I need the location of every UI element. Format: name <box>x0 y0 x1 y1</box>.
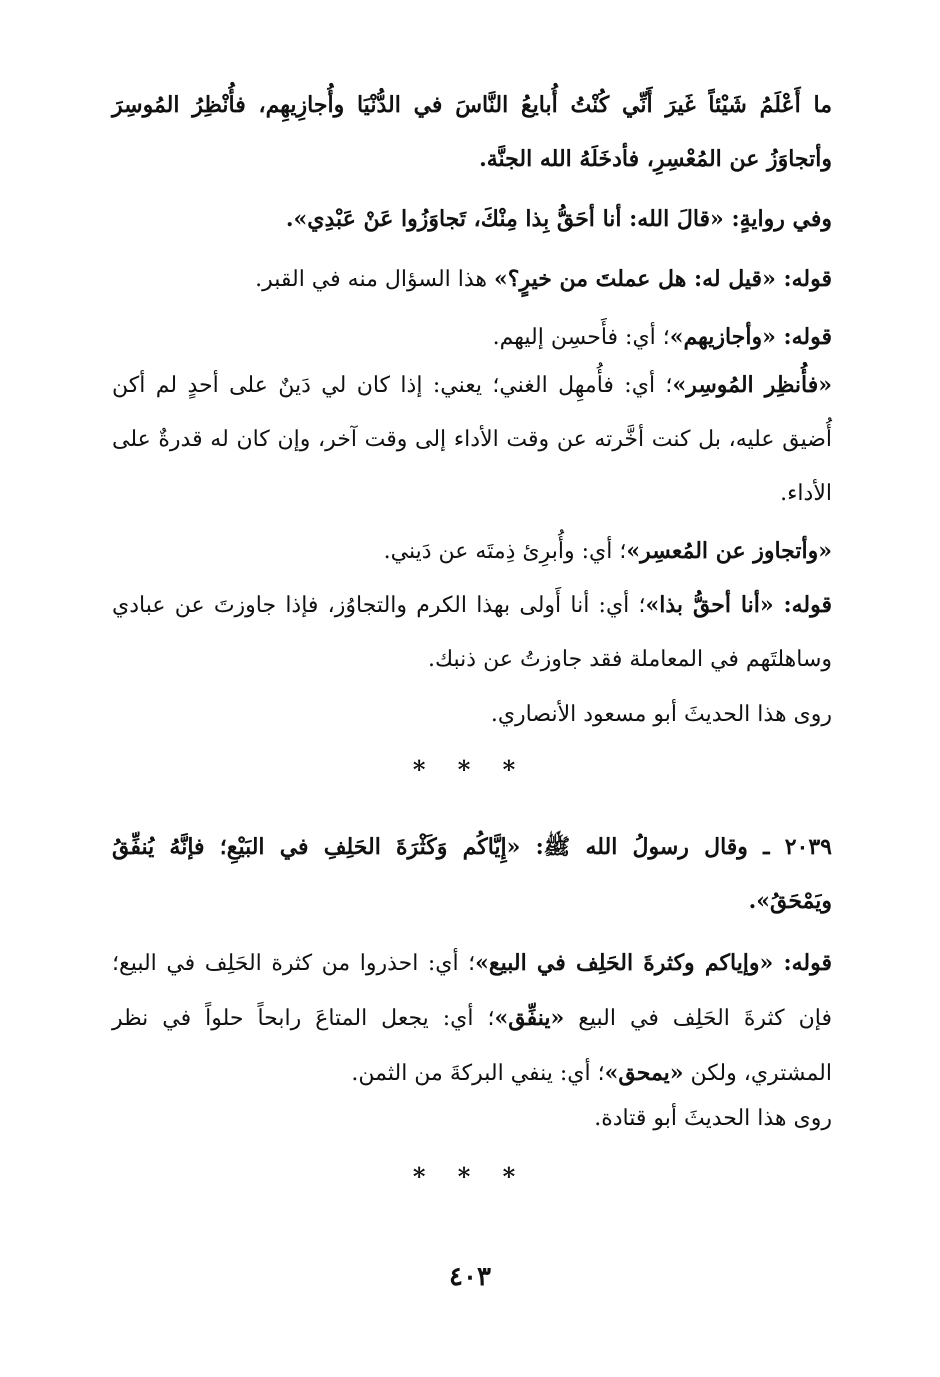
commentary-paragraph <box>112 358 832 521</box>
commentary-paragraph <box>112 252 887 307</box>
hadith-continuation: ما أَعْلَمُ شَيْئاً غَيرَ أَنِّي كُنْتُ أُبايعُ النَّاسَ في الدُّنْيَا وأُجازِيهِم، فأُنْظِرُ المُوسِرَ وأتجاوَزُ عن المُعْسِرِ، فأدخَلَهُ الله الجنَّة. <box>112 92 832 172</box>
section-divider: * * * <box>412 1162 528 1191</box>
narrator-note: روى هذا الحديثَ أبو مسعود الأنصاري. <box>490 702 832 727</box>
commentary-quote: «ينفِّق» <box>494 1005 565 1031</box>
hadith-2039: ٢٠٣٩ ـ وقال رسولُ الله ﷺ: «إِيَّاكُم وَكَثْرَةَ الحَلِفِ في البَيْعِ؛ فإنَّهُ يُنفِّقُ ويَمْحَقُ». <box>112 834 832 914</box>
narration-variant-text: وفي روايةٍ: «قالَ الله: أنا أحَقُّ بِذا مِنْكَ، تَجاوَزُوا عَنْ عَبْدِي». <box>285 206 832 232</box>
commentary-text: هذا السؤال منه في القبر. <box>255 267 495 292</box>
commentary-paragraph <box>112 524 887 579</box>
commentary-text: ؛ أي: أنا أَولى بهذا الكرم والتجاوُز، فإذا جاوزتَ عن عبادي وساهلتَهم في المعاملة فقد جاوزتُ عن ذنبك. <box>112 593 832 672</box>
commentary-text: ؛ أي: فأُمهِل الغني؛ يعني: إذا كان لي دَينٌ على أحدٍ لم أكن أُضيق عليه، بل كنت أخَّرته عن وقت الأداء إلى وقت آخر، وإن كان له قدرةٌ على الأداء. <box>112 373 832 506</box>
commentary-text: ؛ أي: يجعل المتاعَ رابحاً حلواً في نظر المشتري، ولكن <box>112 1006 832 1086</box>
section-divider: * * * <box>412 755 528 784</box>
commentary-paragraph <box>112 310 887 365</box>
commentary-quote: قوله: «أنا أحقُّ بذا» <box>645 592 832 618</box>
commentary-text: ؛ أي: فأَحسِن إليهم. <box>492 325 670 350</box>
commentary-quote: «وأتجاوز عن المُعسِر» <box>626 538 832 564</box>
narrator-note: روى هذا الحديثَ أبو قتادة. <box>594 1106 832 1131</box>
commentary-quote: قوله: «وإياكم وكثرةَ الحَلِف في البيع» <box>475 950 833 976</box>
commentary-paragraph <box>112 936 832 1101</box>
commentary-quote: «يمحق» <box>604 1060 684 1086</box>
commentary-text: ؛ أي: احذروا من كثرة الحَلِف في البيع؛ فإن كثرةَ الحَلِف في البيع <box>112 951 832 1031</box>
narration-variant <box>112 192 887 247</box>
commentary-quote: قوله: «وأجازيهم» <box>669 324 832 350</box>
commentary-paragraph <box>112 578 832 687</box>
commentary-text: ؛ أي: وأُبرِئ ذِمتَه عن دَيني. <box>383 539 627 564</box>
commentary-quote: قوله: «قيل له: هل عملتَ من خيرٍ؟» <box>494 266 832 292</box>
commentary-quote: «فأُنظِر المُوسِر» <box>672 372 832 398</box>
commentary-text: ؛ أي: ينفي البركةَ من الثمن. <box>351 1061 605 1086</box>
page-number: ٤٠٣ <box>449 1262 491 1292</box>
